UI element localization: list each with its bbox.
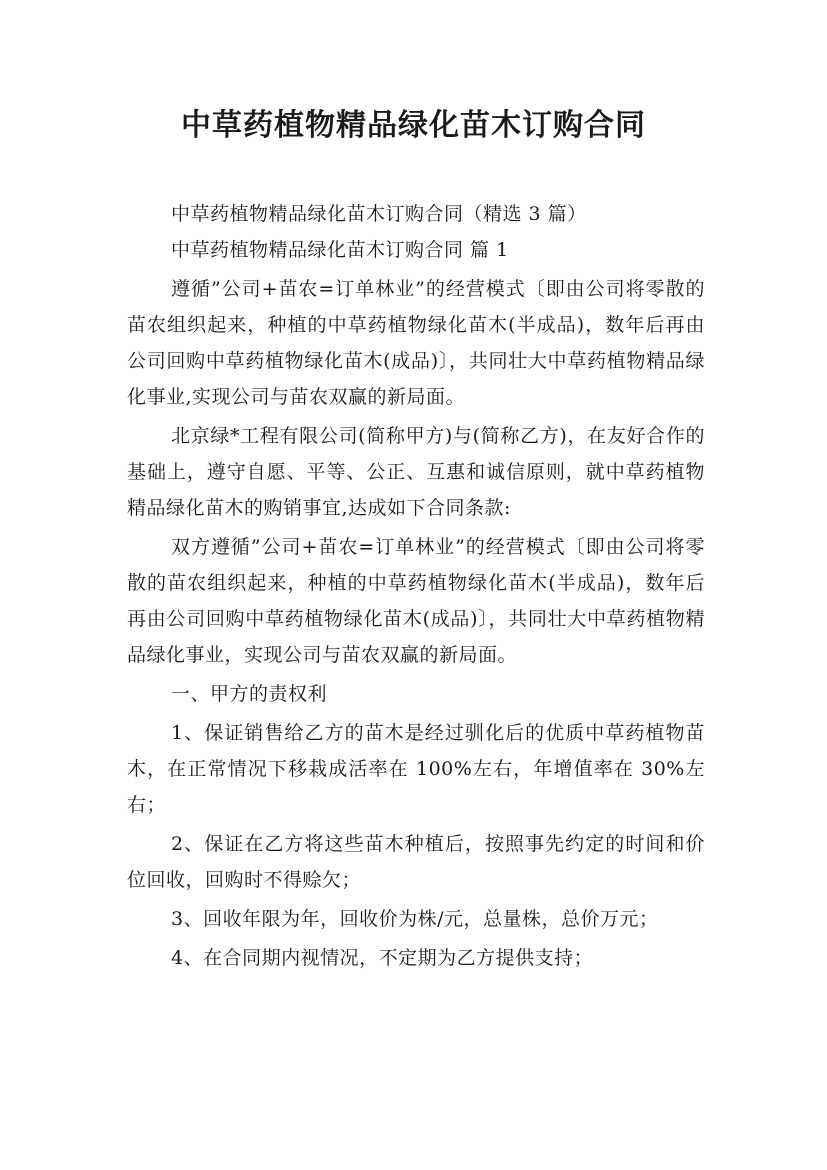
- paragraph-section-heading: 中草药植物精品绿化苗木订购合同 篇 1: [171, 239, 509, 261]
- paragraph-clause-3: 3、回收年限为年，回收价为株/元，总量株，总价万元；: [171, 908, 659, 930]
- document-body: [127, 196, 705, 976]
- document-title: 中草药植物精品绿化苗木订购合同: [181, 108, 646, 143]
- paragraph-parties: 北京绿*工程有限公司(简称甲方)与(简称乙方)，在友好合作的基础上，遵守自愿、平等、公正、互惠和诚信原则，就中草药植物精品绿化苗木的购销事宜,达成如下合同条款:: [127, 425, 705, 519]
- paragraph-subtitle: 中草药植物精品绿化苗木订购合同（精选 3 篇）: [171, 203, 587, 225]
- paragraph-clause-2: 2、保证在乙方将这些苗木种植后，按照事先约定的时间和价位回收，回购时不得赊欠；: [127, 833, 705, 891]
- paragraph-clause-heading: 一、甲方的责权利: [171, 683, 328, 705]
- paragraph-clause-4: 4、在合同期内视情况，不定期为乙方提供支持；: [171, 947, 594, 969]
- paragraph-intro: 遵循”公司+苗农=订单林业”的经营模式〔即由公司将零散的苗农组织起来，种植的中草药植物绿化苗木(半成品)，数年后再由公司回购中草药植物绿化苗木(成品)〕，共同壮大中草药植物精品绿化事业,实现公司与苗农双赢的新局面。: [127, 278, 705, 408]
- paragraph-clause-1: 1、保证销售给乙方的苗木是经过驯化后的优质中草药植物苗木，在正常情况下移栽成活率在 100%左右，年增值率在 30%左右；: [127, 722, 705, 816]
- paragraph-model: 双方遵循”公司+苗农=订单林业”的经营模式〔即由公司将零散的苗农组织起来，种植的中草药植物绿化苗木(半成品)，数年后再由公司回购中草药植物绿化苗木(成品)〕，共同壮大中草药植物精品绿化事业，实现公司与苗农双赢的新局面。: [127, 536, 705, 666]
